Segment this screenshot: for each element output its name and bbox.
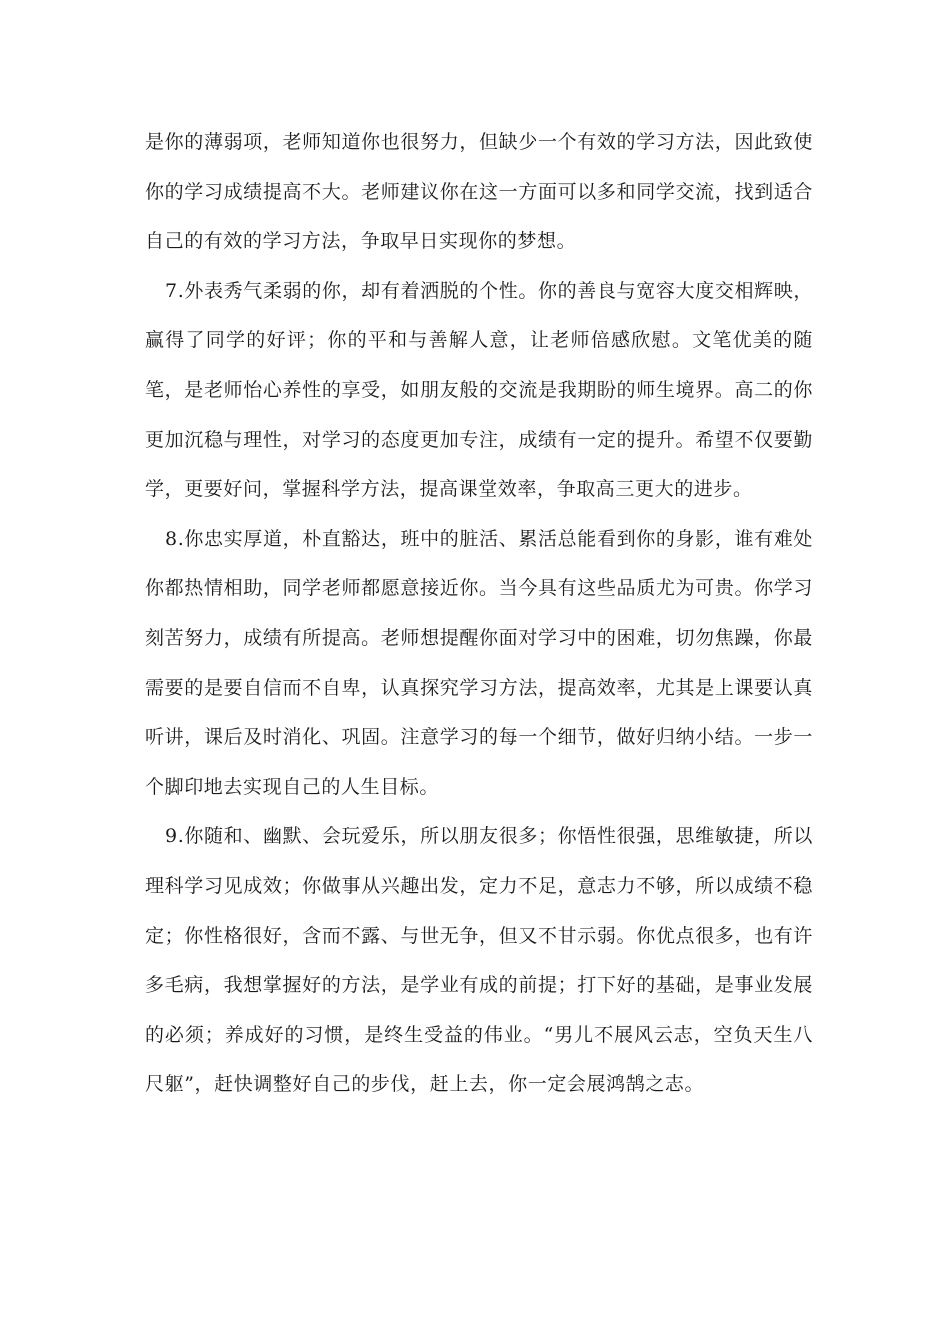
paragraph-continuation: 是你的薄弱项，老师知道你也很努力，但缺少一个有效的学习方法，因此致使你的学习成绩提高不大。老师建议你在这一方面可以多和同学交流，找到适合自己的有效的学习方法，争取早日实现你的梦想。 bbox=[145, 131, 813, 253]
document-page bbox=[145, 118, 813, 1110]
paragraph-item-9: 9.你随和、幽默、会玩爱乐，所以朋友很多；你悟性很强，思维敏捷，所以理科学习见成效；你做事从兴趣出发，定力不足，意志力不够，所以成绩不稳定；你性格很好，含而不露、与世无争，但又不甘示弱。你优点很多，也有许多毛病，我想掌握好的方法，是学业有成的前提；打下好的基础，是事业发展的必须；养成好的习惯，是终生受益的伟业。“男儿不展风云志，空负天生八尺躯”，赶快调整好自己的步伐，赶上去，你一定会展鸿鹄之志。 bbox=[145, 825, 813, 1096]
paragraph-item-7: 7.外表秀气柔弱的你，却有着洒脱的个性。你的善良与宽容大度交相辉映，赢得了同学的好评；你的平和与善解人意，让老师倍感欣慰。文笔优美的随笔，是老师怡心养性的享受，如朋友般的交流是我期盼的师生境界。高二的你更加沉稳与理性，对学习的态度更加专注，成绩有一定的提升。希望不仅要勤学，更要好问，掌握科学方法，提高课堂效率，争取高三更大的进步。 bbox=[145, 279, 813, 501]
paragraph-item-8: 8.你忠实厚道，朴直豁达，班中的脏活、累活总能看到你的身影，谁有难处你都热情相助，同学老师都愿意接近你。当今具有这些品质尤为可贵。你学习刻苦努力，成绩有所提高。老师想提醒你面对学习中的困难，切勿焦躁，你最需要的是要自信而不自卑，认真探究学习方法，提高效率，尤其是上课要认真听讲，课后及时消化、巩固。注意学习的每一个细节，做好归纳小结。一步一个脚印地去实现自己的人生目标。 bbox=[145, 527, 813, 798]
